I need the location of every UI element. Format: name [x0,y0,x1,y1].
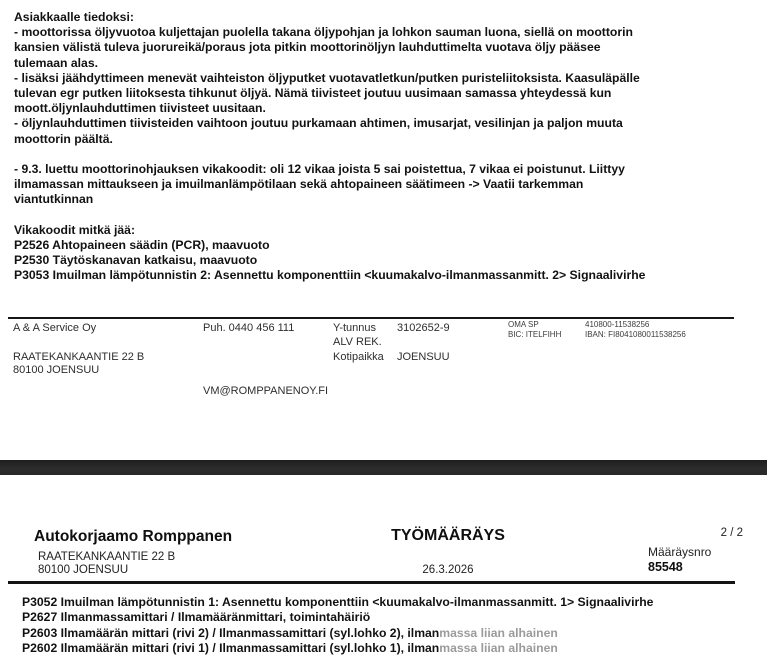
footer-email: VM@ROMPPANENOY.FI [203,385,329,397]
text-line [22,641,653,656]
bank-iban: IBAN: FI8041080011538256 [585,330,686,339]
text-line: viantutkinnan [14,192,94,207]
text-line: moottorin päältä. [14,131,113,146]
text-line: P2530 Täytöskanavan katkaisu, maavuoto [14,253,258,267]
bank-name: OMA SP [508,320,539,329]
order-number-value: 85548 [648,560,683,574]
footer-phone: Puh. 0440 456 111 [203,322,295,334]
text-line [14,207,645,222]
fault-code-text: P2603 Ilmamäärän mittari (rivi 2) / Ilmanmassamittari (syl.lohko 2), ilman [22,625,440,640]
text-line [22,626,653,641]
business-id-value: 3102652-9 [397,322,450,334]
text-line: P3053 Imuilman lämpötunnistin 2: Asennettu komponenttiin <kuumakalvo-ilmanmassanmitt. 2> Signaalivirhe [14,268,646,283]
workshop-address-line2: 80100 JOENSUU [38,564,129,576]
faded-text: massa liian alhainen [439,641,558,656]
business-id-label: Y-tunnus [333,322,377,334]
footer-company-name: A & A Service Oy [13,322,97,334]
text-line: moott.öljynlauhduttimen tiivisteet uusitaan. [14,101,266,116]
text-line [14,147,645,162]
bank-account-number: 410800-11538256 [585,320,650,329]
text-line [22,610,653,625]
fault-code-text: P3052 Imuilman lämpötunnistin 1: Asennettu komponenttiin <kuumakalvo-ilmanmassanmitt. 1> Signaalivirhe [22,595,654,609]
text-line: - lisäksi jäähdyttimeen menevät vaihteiston öljyputket vuotavatletkun/putken puristeliitoksista. Kaasuläpälle [14,70,640,85]
domicile-value: JOENSUU [397,351,450,363]
text-line: - 9.3. luettu moottorinohjauksen vikakoodit: oli 12 vikaa joista 5 sai poistettua, 7 vikaa ei poistunut. Liittyy [14,161,625,176]
text-line [22,595,653,610]
bank-bic: BIC: ITELFIHH [508,330,562,339]
faded-text: massa liian alhainen [439,625,558,640]
fault-codes-block [22,595,653,657]
workshop-address-line1: RAATEKANKAANTIE 22 B [38,551,176,563]
text-line: tulemaan alas. [14,55,98,70]
footer-divider-rule [8,317,734,319]
order-date: 26.3.2026 [422,564,474,576]
footer-address-line1: RAATEKANKAANTIE 22 B [13,351,145,363]
page-number: 2 / 2 [720,527,743,539]
header-divider-rule [8,581,735,584]
text-line: P2526 Ahtopaineen säädin (PCR), maavuoto [14,237,270,252]
text-line: Vikakoodit mitkä jää: [14,222,136,237]
fault-code-text: P2602 Ilmamäärän mittari (rivi 1) / Ilmanmassamittari (syl.lohko 1), ilman [22,641,440,656]
fault-code-text: P2627 Ilmanmassamittari / Ilmamääränmittari, toimintahäiriö [22,610,371,625]
text-line: - moottorissa öljyvuotoa kuljettajan puolella takana öljypohjan ja lohkon sauman luona, siellä on moottorin [14,25,633,40]
domicile-label: Kotipaikka [333,351,384,363]
footer-address-line2: 80100 JOENSUU [13,364,100,376]
document-type-title: TYÖMÄÄRÄYS [391,527,505,544]
workshop-name: Autokorjaamo Romppanen [34,528,233,545]
text-line: kansien välistä tuleva juorureikä/poraus jota pitkin moottorinöljyn lauhduttimelta vuotava öljy pääsee [14,40,601,55]
vat-registered-label: ALV REK. [333,336,382,348]
text-line: - öljynlauhduttimen tiivisteiden vaihtoon joutuu purkamaan ahtimen, imusarjat, vesilinjan ja paljon muuta [14,116,623,131]
page-separator-bar [0,460,767,475]
text-line: Asiakkaalle tiedoksi: [14,10,134,24]
customer-info-block [14,10,645,283]
text-line: ilmamassan mittaukseen ja imuilmanlämpötilaan sekä ahtopaineen säätimeen -> Vaatii tarkemman [14,177,584,192]
order-number-label: Määräysnro [648,545,712,559]
text-line: tulevan egr putken liitoksesta tihkunut öljyä. Nämä tiivisteet joutuu uusimaan samassa yhteydessä kun [14,85,612,100]
